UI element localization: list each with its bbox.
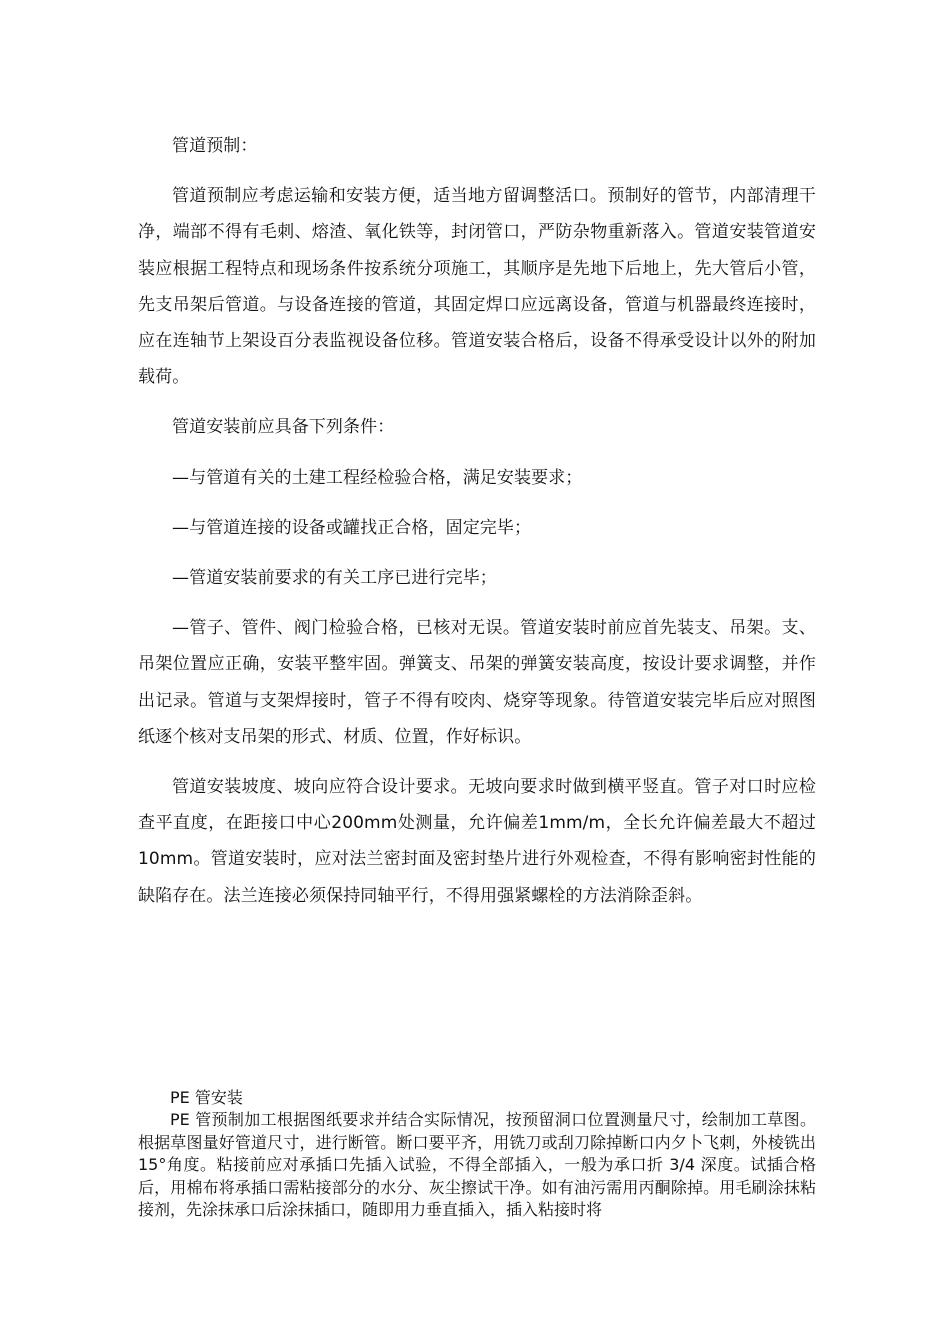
- list-item-prereq-1: —与管道有关的土建工程经检验合格，满足安装要求；: [172, 467, 583, 488]
- list-item-prereq-4: —管子、管件、阀门检验合格，已核对无误。管道安装时前应首先装支、吊架。支、吊架位置应正确，安装平整牢固。弹簧支、吊架的弹簧安装高度，按设计要求调整，并作出记录。管道与支架焊接时，管子不得有咬肉、烧穿等现象。待管道安装完毕后应对照图纸逐个核对支吊架的形式、材质、位置，作好标识。: [138, 618, 816, 747]
- pe-section: [138, 1087, 816, 1221]
- paragraph-slope: 管道安装坡度、坡向应符合设计要求。无坡向要求时做到横平竖直。管子对口时应检查平直度，在距接口中心200mm处测量，允许偏差1mm/m，全长允许偏差最大不超过10mm。管道安装时，应对法兰密封面及密封垫片进行外观检查，不得有影响密封性能的缺陷存在。法兰连接必须保持同轴平行，不得用强紧螺栓的方法消除歪斜。: [138, 777, 816, 906]
- section-heading-prefab: 管道预制：: [172, 136, 258, 156]
- paragraph-prefab: 管道预制应考虑运输和安装方便，适当地方留调整活口。预制好的管节，内部清理干净，端部不得有毛刺、熔渣、氧化铁等，封闭管口，严防杂物重新落入。管道安装管道安装应根据工程特点和现场条件按系统分项施工，其顺序是先地下后地上，先大管后小管，先支吊架后管道。与设备连接的管道，其固定焊口应远离设备，管道与机器最终连接时，应在连轴节上架设百分表监视设备位移。管道安装合格后，设备不得承受设计以外的附加载荷。: [138, 186, 816, 388]
- paragraph-pe: PE 管预制加工根据图纸要求并结合实际情况，按预留洞口位置测量尺寸，绘制加工草图。根据草图量好管道尺寸，进行断管。断口要平齐，用铣刀或刮刀除掉断口内夕卜飞刺，外棱铣出 15°角度。粘接前应对承插口先插入试验，不得全部插入，一般为承口折 3/4 深度。试插合格后，用棉布将承插口需粘接部分的水分、灰尘擦试干净。如有油污需用丙酮除掉。用毛刷涂抹粘接剂，先涂抹承口后涂抹插口，随即用力垂直插入，插入粘接时将: [138, 1110, 816, 1220]
- section-heading-prereq: 管道安装前应具备下列条件：: [172, 417, 395, 438]
- section-heading-pe: PE 管安装: [170, 1088, 243, 1107]
- list-item-prereq-2: —与管道连接的设备或罐找正合格，固定完毕；: [172, 517, 532, 538]
- main-body: [138, 128, 816, 914]
- list-item-prereq-3: —管道安装前要求的有关工序已进行完毕；: [172, 568, 497, 589]
